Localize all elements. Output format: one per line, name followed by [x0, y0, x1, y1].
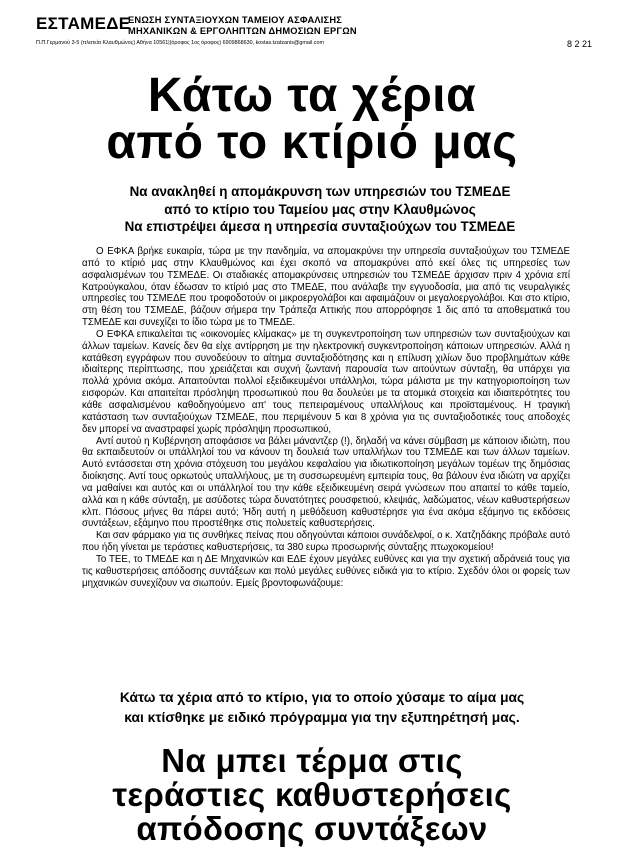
closing-statement [52, 688, 592, 727]
headline-line: Κάτω τα χέρια [147, 69, 477, 122]
paragraph: Αντί αυτού η Κυβέρνηση αποφάσισε να βάλει μάναντζερ (!), δηλαδή να κάνει σύμβαση με κάποιον ιδιώτη, που θα εκπαιδευτούν οι υπάλληλοί του να κάνουν τη δουλειά των υπαλλήλων του ΤΣΜΕΔΕ και των άλλων ταμείων. Αυτό εντάσσεται στη χρόνια στόχευση του μεγάλου κεφαλαίου για ιδιωτικοποίηση μεγάλων τομέων της δημόσιας διοίκησης. Αντί τους ορκωτούς υπαλλήλους, με τη συσσωρευμένη εμπειρία τους, θα βάλουν ένα ιδιώτη να αρχίζει να μαθαίνει και αυτός και οι υπάλληλοί του την κάθε εξειδικευμένη σειρά γνώσεων που απαιτεί το κάθε ταμείο, αλλά και η κάθε σύνταξη, με ασύδοτες τώρα δυνατότητες ρουσφετιού, κλεψιάς, λαδώματος, νέων καθυστερήσεων κλπ. Πόσους μήνες θα πάρει αυτό; Ήδη αυτή η μεθόδευση καθυστέρησε για ένα ακόμα εξάμηνο τις εκδόσεις συντάξεων, εξάμηνο που προστέθηκε στις πολυετείς καθυστερήσεις. [82, 435, 570, 530]
paragraph: Το ΤΕΕ, το ΤΜΕΔΕ και η ΔΕ Μηχανικών και ΕΔΕ έχουν μεγάλες ευθύνες και για την σχετική αδράνειά τους για τις καθυστερήσεις απόδοσης συντάξεων και πολύ μεγάλες ευθύνες ειδικά για το κτίριο. Σχεδόν όλοι οι φορείς των μηχανικών συνεχίζουν να σιωπούν. Εμείς βροντοφωνάζουμε: [82, 553, 570, 589]
headline-line: από το κτίριό μας [106, 116, 518, 169]
footer-headline-line: απόδοσης συντάξεων [136, 810, 488, 847]
demand-line: Να επιστρέψει άμεσα η υπηρεσία συνταξιούχων του ΤΣΜΕΔΕ [124, 219, 516, 234]
contact-details: Π.Π.Γερμανού 3-5 (πλατεία Κλαυθμώνος) Αθήνα 10561|(όροφος 1ος όροφος) 6909868630, kostas.tzatzanis@gmail.com [36, 40, 324, 46]
closing-line: Κάτω τα χέρια από το κτίριο, για το οποίο χύσαμε το αίμα μας [119, 690, 525, 705]
footer-headline-line: Να μπει τέρμα στις [161, 742, 463, 779]
footer-headline [0, 744, 624, 846]
brand-name: ΕΣΤΑΜΕΔΕ [36, 14, 131, 33]
body-text [82, 246, 570, 589]
demand-line: από το κτίριο του Ταμείου μας στην Κλαυθμώνος [164, 201, 476, 217]
demands-block [60, 183, 580, 236]
closing-line: και κτίσθηκε με ειδικό πρόγραμμα για την εξυπηρέτησή μας. [124, 709, 520, 725]
document-date: 8 2 21 [566, 39, 592, 49]
letterhead [36, 14, 596, 54]
organization-name-line: ΜΗΧΑΝΙΚΩΝ & ΕΡΓΟΛΗΠΤΩΝ ΔΗΜΟΣΙΩΝ ΕΡΓΩΝ [128, 25, 357, 36]
paragraph: Ο ΕΦΚΑ βρήκε ευκαιρία, τώρα με την πανδημία, να απομακρύνει την υπηρεσία συνταξιούχων του ΤΣΜΕΔΕ από το κτίριό μας στην Κλαυθμώνος και έχει σκοπό να απομακρύνει από εκεί όλες τις υπηρεσίες των ασφαλισμένων του ΤΣΜΕΔΕ. Οι σταδιακές απομακρύνσεις υπηρεσιών του ΤΣΜΕΔΕ άρχισαν πριν 4 χρόνια επί Κατρούγκαλου, όταν έδωσαν το κτίριό μας στο ΤΜΕΔΕ, που ανάλαβε την εγγυοδοσία, μια από τις νευραλγικές υπηρεσίες του ΤΣΜΕΔΕ που τροφοδοτούν οι μικροεργολάβοι και αφαιμάζουν οι μεγαλοεργολάβοι. Και στο κτίριο, στη θέση του ΤΣΜΕΔΕ, βάζουν σήμερα την Τράπεζα Αττικής που απορρόφησε 1 δις από τα αποθεματικά του ΤΣΜΕΔΕ και συνεχίζει το ίδιο τώρα με το ΤΜΕΔΕ. [82, 246, 570, 329]
paragraph: Και σαν φάρμακο για τις συνθήκες πείνας που οδηγούνται κάποιοι συνάδελφοί, ο κ. Χατζηδάκης πρόβαλε αυτό που ήδη γίνεται με τεράστιες καθυστερήσεις, τα 380 ευρω προσωρινής σύνταξης πτωχοκομείου! [82, 530, 570, 554]
demand-line: Να ανακληθεί η απομάκρυνση των υπηρεσιών του ΤΣΜΕΔΕ [129, 184, 511, 199]
paragraph: Ο ΕΦΚΑ επικαλείται τις «οικονομίες κλίμακας» με τη συγκεντροποίηση των υπηρεσιών των συνταξιούχων και άλλων ταμείων. Κανείς δεν θα είχε αντίρρηση με την ηλεκτρονική συγκεντροποίηση κάποιων υπηρεσιών. Αλλά η κατάθεση εγγράφων που συνοδεύουν το αίτημα συνταξιοδότησης και η επίλυση χιλίων δυο προβλημάτων κάθε ιδιαίτερης περίπτωσης, που χρειάζεται και συχνή ζωντανή παρουσία των αιτούντων σύνταξη, θα υπάρχει για πολλά χρόνια ακόμα. Απαιτούνται πολλοί εξειδικευμένοι υπάλληλοι, τώρα μάλιστα με την κατηγοριοποίηση των εισφορών. Και απαιτείται πρόσληψη προσωπικού που θα δουλεύει με τα ατομικά στοιχεία και ιδιαιτερότητες του κάθε ασφαλισμένου καθοδηγούμενο απ' τους πεπειραμένους υπαλλήλους και προϊσταμένους. Η τραγική κατάσταση των συνταξιούχων ΤΣΜΕΔΕ, που περιμένουν 5 και 8 χρόνια για τις συνταξιοδοτικές τους αποδοχές δεν μπορεί να αναστραφεί χωρίς πρόσληψη προσωπικού, [82, 328, 570, 435]
main-headline [0, 69, 624, 169]
footer-headline-line: τεράστιες καθυστερήσεις [112, 776, 512, 813]
organization-name [128, 15, 357, 36]
organization-name-line: ΕΝΩΣΗ ΣΥΝΤΑΞΙΟΥΧΩΝ ΤΑΜΕΙΟΥ ΑΣΦΑΛΙΣΗΣ [128, 15, 343, 25]
